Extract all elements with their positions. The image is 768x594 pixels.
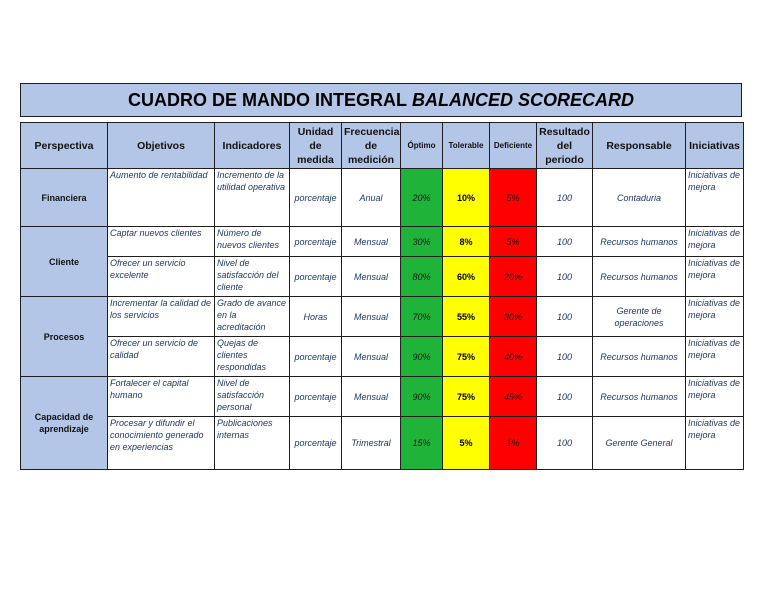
table-row	[21, 227, 744, 257]
table-row	[21, 377, 744, 417]
perspective-cell: Capacidad de aprendizaje	[21, 377, 108, 470]
deficiente-cell: 45%	[490, 377, 537, 417]
table-row	[21, 297, 744, 337]
frecuencia-cell: Trimestral	[342, 417, 401, 470]
iniciativa-cell: Iniciativas de mejora	[686, 257, 744, 297]
resultado-cell: 100	[537, 337, 593, 377]
header-tolerable: Tolerable	[443, 123, 490, 169]
indicador-cell: Nivel de satisfacción personal	[215, 377, 290, 417]
objetivo-cell: Ofrecer un servicio excelente	[108, 257, 215, 297]
unidad-cell: porcentaje	[290, 417, 342, 470]
indicador-cell: Quejas de clientes respondidas	[215, 337, 290, 377]
indicador-cell: Publicaciones internas	[215, 417, 290, 470]
optimo-cell: 20%	[401, 169, 443, 227]
table-row	[21, 417, 744, 470]
responsable-cell: Recursos humanos	[593, 257, 686, 297]
iniciativa-cell: Iniciativas de mejora	[686, 169, 744, 227]
unidad-cell: Horas	[290, 297, 342, 337]
deficiente-cell: 5%	[490, 169, 537, 227]
objetivo-cell: Incrementar la calidad de los servicios	[108, 297, 215, 337]
objetivo-cell: Aumento de rentabilidad	[108, 169, 215, 227]
responsable-cell: Gerente General	[593, 417, 686, 470]
header-iniciativas: Iniciativas	[686, 123, 744, 169]
objetivo-cell: Procesar y difundir el conocimiento generado en experiencias	[108, 417, 215, 470]
header-deficiente: Deficiente	[490, 123, 537, 169]
indicador-cell: Grado de avance en la acreditación	[215, 297, 290, 337]
deficiente-cell: 40%	[490, 337, 537, 377]
table-row	[21, 257, 744, 297]
resultado-cell: 100	[537, 417, 593, 470]
resultado-cell: 100	[537, 257, 593, 297]
responsable-cell: Contaduria	[593, 169, 686, 227]
header-indicadores: Indicadores	[215, 123, 290, 169]
tolerable-cell: 5%	[443, 417, 490, 470]
tolerable-cell: 55%	[443, 297, 490, 337]
objetivo-cell: Fortalecer el capital humano	[108, 377, 215, 417]
deficiente-cell: 30%	[490, 297, 537, 337]
perspective-cell: Financiera	[21, 169, 108, 227]
unidad-cell: porcentaje	[290, 337, 342, 377]
header-resultado: Resultado del periodo	[537, 123, 593, 169]
scorecard-table	[20, 122, 744, 470]
iniciativa-cell: Iniciativas de mejora	[686, 417, 744, 470]
frecuencia-cell: Mensual	[342, 297, 401, 337]
responsable-cell: Recursos humanos	[593, 227, 686, 257]
header-perspectiva: Perspectiva	[21, 123, 108, 169]
iniciativa-cell: Iniciativas de mejora	[686, 337, 744, 377]
scorecard-title	[20, 83, 742, 117]
tolerable-cell: 10%	[443, 169, 490, 227]
optimo-cell: 80%	[401, 257, 443, 297]
deficiente-cell: 1%	[490, 417, 537, 470]
header-frecuencia: Frecuencia de medición	[342, 123, 401, 169]
table-row	[21, 169, 744, 227]
responsable-cell: Recursos humanos	[593, 377, 686, 417]
resultado-cell: 100	[537, 169, 593, 227]
optimo-cell: 90%	[401, 377, 443, 417]
perspective-cell: Procesos	[21, 297, 108, 377]
unidad-cell: porcentaje	[290, 227, 342, 257]
deficiente-cell: 20%	[490, 257, 537, 297]
indicador-cell: Incremento de la utilidad operativa	[215, 169, 290, 227]
iniciativa-cell: Iniciativas de mejora	[686, 377, 744, 417]
frecuencia-cell: Anual	[342, 169, 401, 227]
header-optimo: Óptimo	[401, 123, 443, 169]
header-objetivos: Objetivos	[108, 123, 215, 169]
frecuencia-cell: Mensual	[342, 377, 401, 417]
tolerable-cell: 8%	[443, 227, 490, 257]
title-italic: BALANCED SCORECARD	[411, 89, 634, 110]
indicador-cell: Nivel de satisfacción del cliente	[215, 257, 290, 297]
resultado-cell: 100	[537, 377, 593, 417]
table-row	[21, 337, 744, 377]
title-main: CUADRO DE MANDO INTEGRAL	[127, 89, 407, 110]
optimo-cell: 90%	[401, 337, 443, 377]
perspective-cell: Cliente	[21, 227, 108, 297]
unidad-cell: porcentaje	[290, 257, 342, 297]
unidad-cell: porcentaje	[290, 377, 342, 417]
resultado-cell: 100	[537, 227, 593, 257]
header-unidad: Unidad de medida	[290, 123, 342, 169]
tolerable-cell: 75%	[443, 377, 490, 417]
resultado-cell: 100	[537, 297, 593, 337]
objetivo-cell: Captar nuevos clientes	[108, 227, 215, 257]
tolerable-cell: 60%	[443, 257, 490, 297]
deficiente-cell: 5%	[490, 227, 537, 257]
iniciativa-cell: Iniciativas de mejora	[686, 227, 744, 257]
responsable-cell: Gerente de operaciones	[593, 297, 686, 337]
header-responsable: Responsable	[593, 123, 686, 169]
frecuencia-cell: Mensual	[342, 257, 401, 297]
frecuencia-cell: Mensual	[342, 337, 401, 377]
objetivo-cell: Ofrecer un servicio de calidad	[108, 337, 215, 377]
optimo-cell: 15%	[401, 417, 443, 470]
optimo-cell: 70%	[401, 297, 443, 337]
iniciativa-cell: Iniciativas de mejora	[686, 297, 744, 337]
unidad-cell: porcentaje	[290, 169, 342, 227]
responsable-cell: Recursos humanos	[593, 337, 686, 377]
optimo-cell: 30%	[401, 227, 443, 257]
indicador-cell: Número de nuevos clientes	[215, 227, 290, 257]
tolerable-cell: 75%	[443, 337, 490, 377]
header-row	[21, 123, 744, 169]
frecuencia-cell: Mensual	[342, 227, 401, 257]
